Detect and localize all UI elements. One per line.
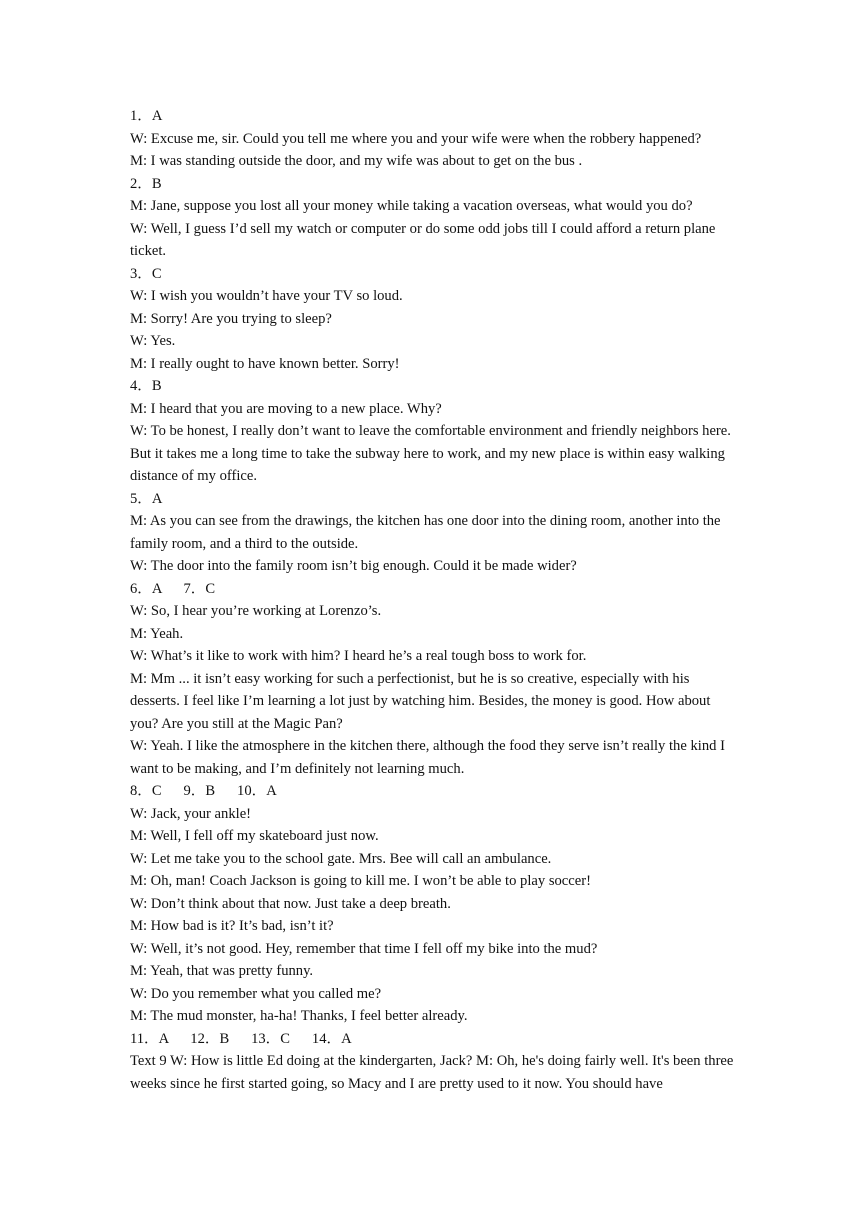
dialogue-line: M: The mud monster, ha-ha! Thanks, I feel better already. bbox=[130, 1008, 468, 1024]
answer-key-5: 5．A bbox=[130, 490, 163, 507]
dialogue-line: M: I was standing outside the door, and my wife was about to get on the bus . bbox=[130, 153, 583, 169]
answer-key-2: 2．B bbox=[130, 175, 162, 192]
dialogue-line: W: Yes. bbox=[130, 333, 176, 349]
answer-key-4: 4．B bbox=[130, 378, 162, 394]
dialogue-line: M: Mm ... it isn’t easy working for such a perfectionist, but he is so creative, especially with his desserts. I feel like I’m learning a lot just by watching him. Besides, the money is good. How about you? Are you still at the Magic Pan? bbox=[130, 670, 715, 732]
dialogue-line: M: I really ought to have known better. Sorry! bbox=[130, 355, 400, 372]
answer-key-8-10: 8．C 9．B 10．A bbox=[130, 783, 277, 799]
dialogue-line: W: Do you remember what you called me? bbox=[130, 985, 382, 1002]
answer-key-11-14: 11．A 12．B 13．C 14．A bbox=[130, 1030, 352, 1047]
dialogue-line: W: Well, I guess I’d sell my watch or computer or do some odd jobs till I could afford a return plane ticket. bbox=[130, 220, 720, 259]
text-9-dialogue: Text 9 W: How is little Ed doing at the kindergarten, Jack? M: Oh, he's doing fairly well. It's been three weeks since he first started going, so Macy and I are pretty used to it now. You should have bbox=[130, 1053, 738, 1092]
dialogue-line: W: The door into the family room isn’t big enough. Could it be made wider? bbox=[130, 558, 577, 574]
dialogue-line: M: Yeah, that was pretty funny. bbox=[130, 963, 314, 979]
answer-key-6-7: 6．A 7．C bbox=[130, 580, 216, 597]
dialogue-line: W: Well, it’s not good. Hey, remember that time I fell off my bike into the mud? bbox=[130, 940, 598, 957]
answer-key-1: 1．A bbox=[130, 108, 163, 124]
dialogue-line: M: Well, I fell off my skateboard just now. bbox=[130, 828, 379, 844]
dialogue-line: M: I heard that you are moving to a new place. Why? bbox=[130, 400, 442, 417]
dialogue-line: M: Jane, suppose you lost all your money while taking a vacation overseas, what would you do? bbox=[130, 198, 693, 214]
dialogue-line: W: Jack, your ankle! bbox=[130, 805, 252, 822]
dialogue-line: M: As you can see from the drawings, the kitchen has one door into the dining room, another into the family room, and a third to the outside. bbox=[130, 513, 725, 552]
dialogue-line: W: Don’t think about that now. Just take a deep breath. bbox=[130, 895, 451, 912]
transcript-body bbox=[130, 105, 740, 1095]
dialogue-line: M: Yeah. bbox=[130, 625, 184, 642]
dialogue-line: W: What’s it like to work with him? I heard he’s a real tough boss to work for. bbox=[130, 648, 587, 664]
dialogue-line: W: So, I hear you’re working at Lorenzo’s. bbox=[130, 603, 382, 619]
dialogue-line: W: To be honest, I really don’t want to leave the comfortable environment and friendly neighbors here. But it takes me a long time to take the subway here to work, and my new place is within easy walking distance of my office. bbox=[130, 423, 735, 484]
dialogue-line: W: Let me take you to the school gate. Mrs. Bee will call an ambulance. bbox=[130, 850, 552, 867]
dialogue-line: M: Oh, man! Coach Jackson is going to kill me. I won’t be able to play soccer! bbox=[130, 873, 591, 889]
dialogue-line: W: I wish you wouldn’t have your TV so loud. bbox=[130, 288, 403, 304]
answer-key-3: 3．C bbox=[130, 265, 162, 282]
dialogue-line: W: Yeah. I like the atmosphere in the kitchen there, although the food they serve isn’t really the kind I want to be making, and I’m definitely not learning much. bbox=[130, 738, 729, 777]
dialogue-line: M: Sorry! Are you trying to sleep? bbox=[130, 310, 332, 327]
dialogue-line: M: How bad is it? It’s bad, isn’t it? bbox=[130, 918, 334, 934]
dialogue-line: W: Excuse me, sir. Could you tell me where you and your wife were when the robbery happened? bbox=[130, 130, 702, 147]
